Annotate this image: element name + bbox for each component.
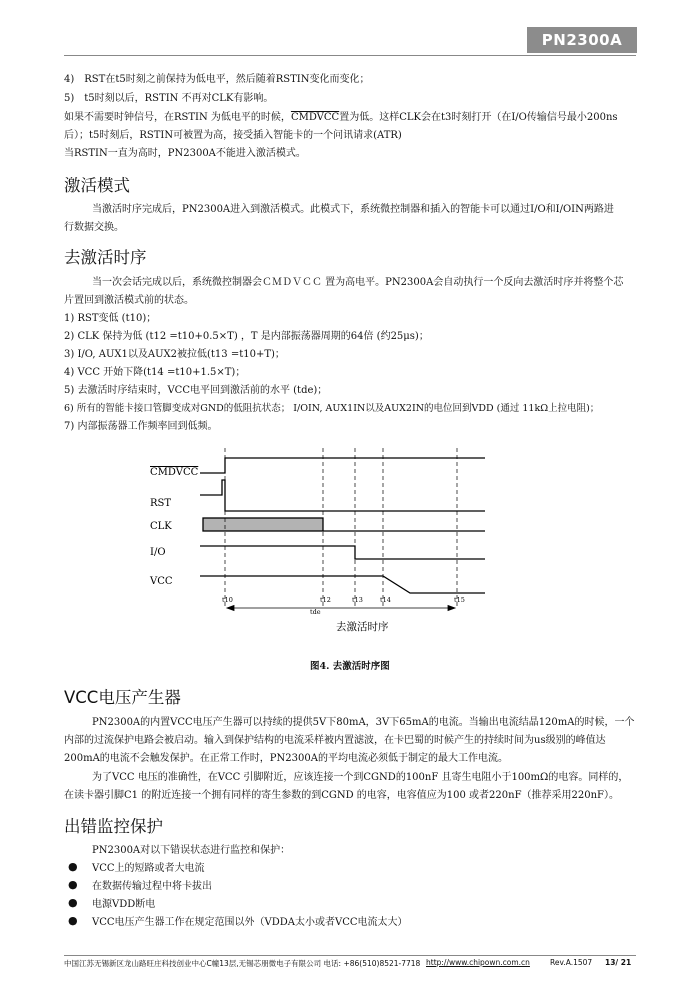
vcc-generator-heading: VCC电压产生器 (64, 688, 181, 707)
deactivation-step: 4) VCC 开始下降(t14 =t10+1.5×T)； (64, 367, 246, 378)
vcc-paragraph-1-line: 200mA的电流不会触发保护。在正常工作时，PN2300A的平均电流必须低于制定的最大工作电流。 (64, 753, 508, 764)
intro-paragraph-2: 当RSTIN一直为高时，PN2300A不能进入激活模式。 (64, 148, 306, 159)
deactivation-step: 6) 所有的智能卡接口管脚变成对GND的低阻抗状态； I/OIN, AUX1IN以及AUX2IN的电位回到VDD (通过 11kΩ上拉电阻)； (64, 403, 600, 414)
deactivation-timing-diagram (140, 448, 500, 644)
bullet-icon: ● (68, 914, 78, 927)
footer-page-number: 13/ 21 (605, 958, 632, 967)
error-item: VCC电压产生器工作在规定范围以外（VDDA太小或者VCC电流太大） (92, 917, 408, 928)
vcc-paragraph-2-line: 为了VCC 电压的准确性，在VCC 引脚附近，应该连接一个到CGND的100nF 且寄生电阻小于100mΩ的电容。同样的， (92, 772, 629, 783)
footer-website-link[interactable]: http://www.chipown.com.cn (426, 958, 530, 967)
signal-label-clk: CLK (150, 521, 172, 532)
deactivation-step: 7) 内部振荡器工作频率回到低频。 (64, 421, 218, 432)
tick-label-t15: t15 (454, 596, 465, 604)
signal-label-rst: RST (150, 498, 172, 509)
activation-text-line-1: 当激活时序完成后，PN2300A进入到激活模式。此模式下，系统微控制器和插入的智能卡可以通过I/O和I/OIN两路进 (92, 204, 614, 215)
vcc-paragraph-1-line: PN2300A的内置VCC电压产生器可以持续的提供5V下80mA，3V下65mA的电流。当输出电流结晶120mA的时候，一个 (92, 717, 635, 728)
cmdvcc-waveform (200, 458, 485, 473)
deactivation-step: 3) I/O, AUX1以及AUX2被拉低(t13 =t10+T)； (64, 349, 285, 360)
intro-item-5: 5) t5时刻以后，RSTIN 不再对CLK有影响。 (64, 93, 274, 104)
io-waveform (200, 546, 485, 559)
activation-text-line-2: 行数据交换。 (64, 222, 124, 233)
figure-caption: 图4. 去激活时序图 (310, 661, 390, 672)
tick-label-t10: t10 (222, 596, 233, 604)
error-monitor-heading: 出错监控保护 (64, 817, 163, 836)
cmdvcc-signal-name: CMDVCC (290, 112, 340, 123)
deactivation-step: 1) RST变低 (t10)； (64, 313, 157, 324)
deactivation-step: 2) CLK 保持为低 (t12 =t10+0.5×T) ，T 是内部振荡器周期的64倍 (约25μs)； (64, 331, 429, 342)
signal-label-cmdvcc: CMDVCC (150, 467, 199, 478)
signal-label-io: I/O (150, 547, 166, 558)
vcc-paragraph-1-line: 内部的过流保护电路会被启动。输入到保护结构的电流采样被内置滤波，在卡巴蜀的时候产生的持续时间为us级别的峰值达 (64, 735, 606, 746)
activation-mode-heading: 激活模式 (64, 176, 130, 195)
diagram-inner-caption: 去激活时序 (336, 621, 389, 633)
error-item: 电源VDD断电 (92, 899, 156, 910)
intro-paragraph-line-2: 后）；t5时刻后，RSTIN可被置为高，接受插入智能卡的一个问讯请求(ATR) (64, 130, 402, 141)
intro-p1-end: 置为低。这样CLK会在t3时刻打开（在I/O传输信号最小200ns (339, 112, 618, 123)
intro-item-4: 4) RST在t5时刻之前保持为低电平，然后随着RSTIN变化而变化； (64, 74, 370, 85)
footer-revision: Rev.A.1507 (550, 958, 593, 967)
footer-address: 中国江苏无锡新区龙山路旺庄科技创业中心C幢13层,无锡芯朋微电子有限公司 电话: +86(510)8521-7718 (64, 959, 421, 968)
rst-waveform (200, 480, 485, 511)
chip-name-badge: PN2300A (527, 27, 637, 53)
error-item: 在数据传输过程中将卡拔出 (92, 881, 212, 892)
header-rule (64, 55, 636, 56)
tick-label-t14: t14 (380, 596, 391, 604)
error-monitor-intro: PN2300A对以下错误状态进行监控和保护： (92, 845, 291, 856)
deactivation-heading: 去激活时序 (64, 248, 147, 267)
tick-label-t12: t12 (320, 596, 331, 604)
intro-p1-start: 如果不需要时钟信号，在RSTIN 为低电平的时候， (64, 112, 291, 123)
deactivation-text-line-1: 当一次会话完成以后，系统微控制器会ＣＭＤＶＣＣ 置为高电平。PN2300A会自动执行一个反向去激活时序并将整个芯 (92, 277, 624, 288)
tick-label-t13: t13 (352, 596, 363, 604)
error-item: VCC上的短路或者大电流 (92, 863, 205, 874)
footer-rule (64, 955, 636, 956)
deactivation-text-line-2: 片置回到激活模式前的状态。 (64, 295, 194, 306)
bullet-icon: ● (68, 878, 78, 891)
bullet-icon: ● (68, 896, 78, 909)
deactivation-step: 5) 去激活时序结束时，VCC电平回到激活前的水平 (tde)； (64, 385, 328, 396)
vcc-paragraph-2-line: 在读卡器引脚C1 的附近连接一个拥有同样的寄生参数的到CGND 的电容，电容值应为100 或者220nF（推荐采用220nF）。 (64, 790, 619, 801)
intro-paragraph-line-1 (64, 109, 636, 127)
bullet-icon: ● (68, 860, 78, 873)
clk-waveform-box (203, 518, 323, 531)
tde-label: tde (310, 608, 321, 616)
signal-label-vcc: VCC (150, 576, 173, 587)
vcc-waveform (200, 576, 485, 593)
